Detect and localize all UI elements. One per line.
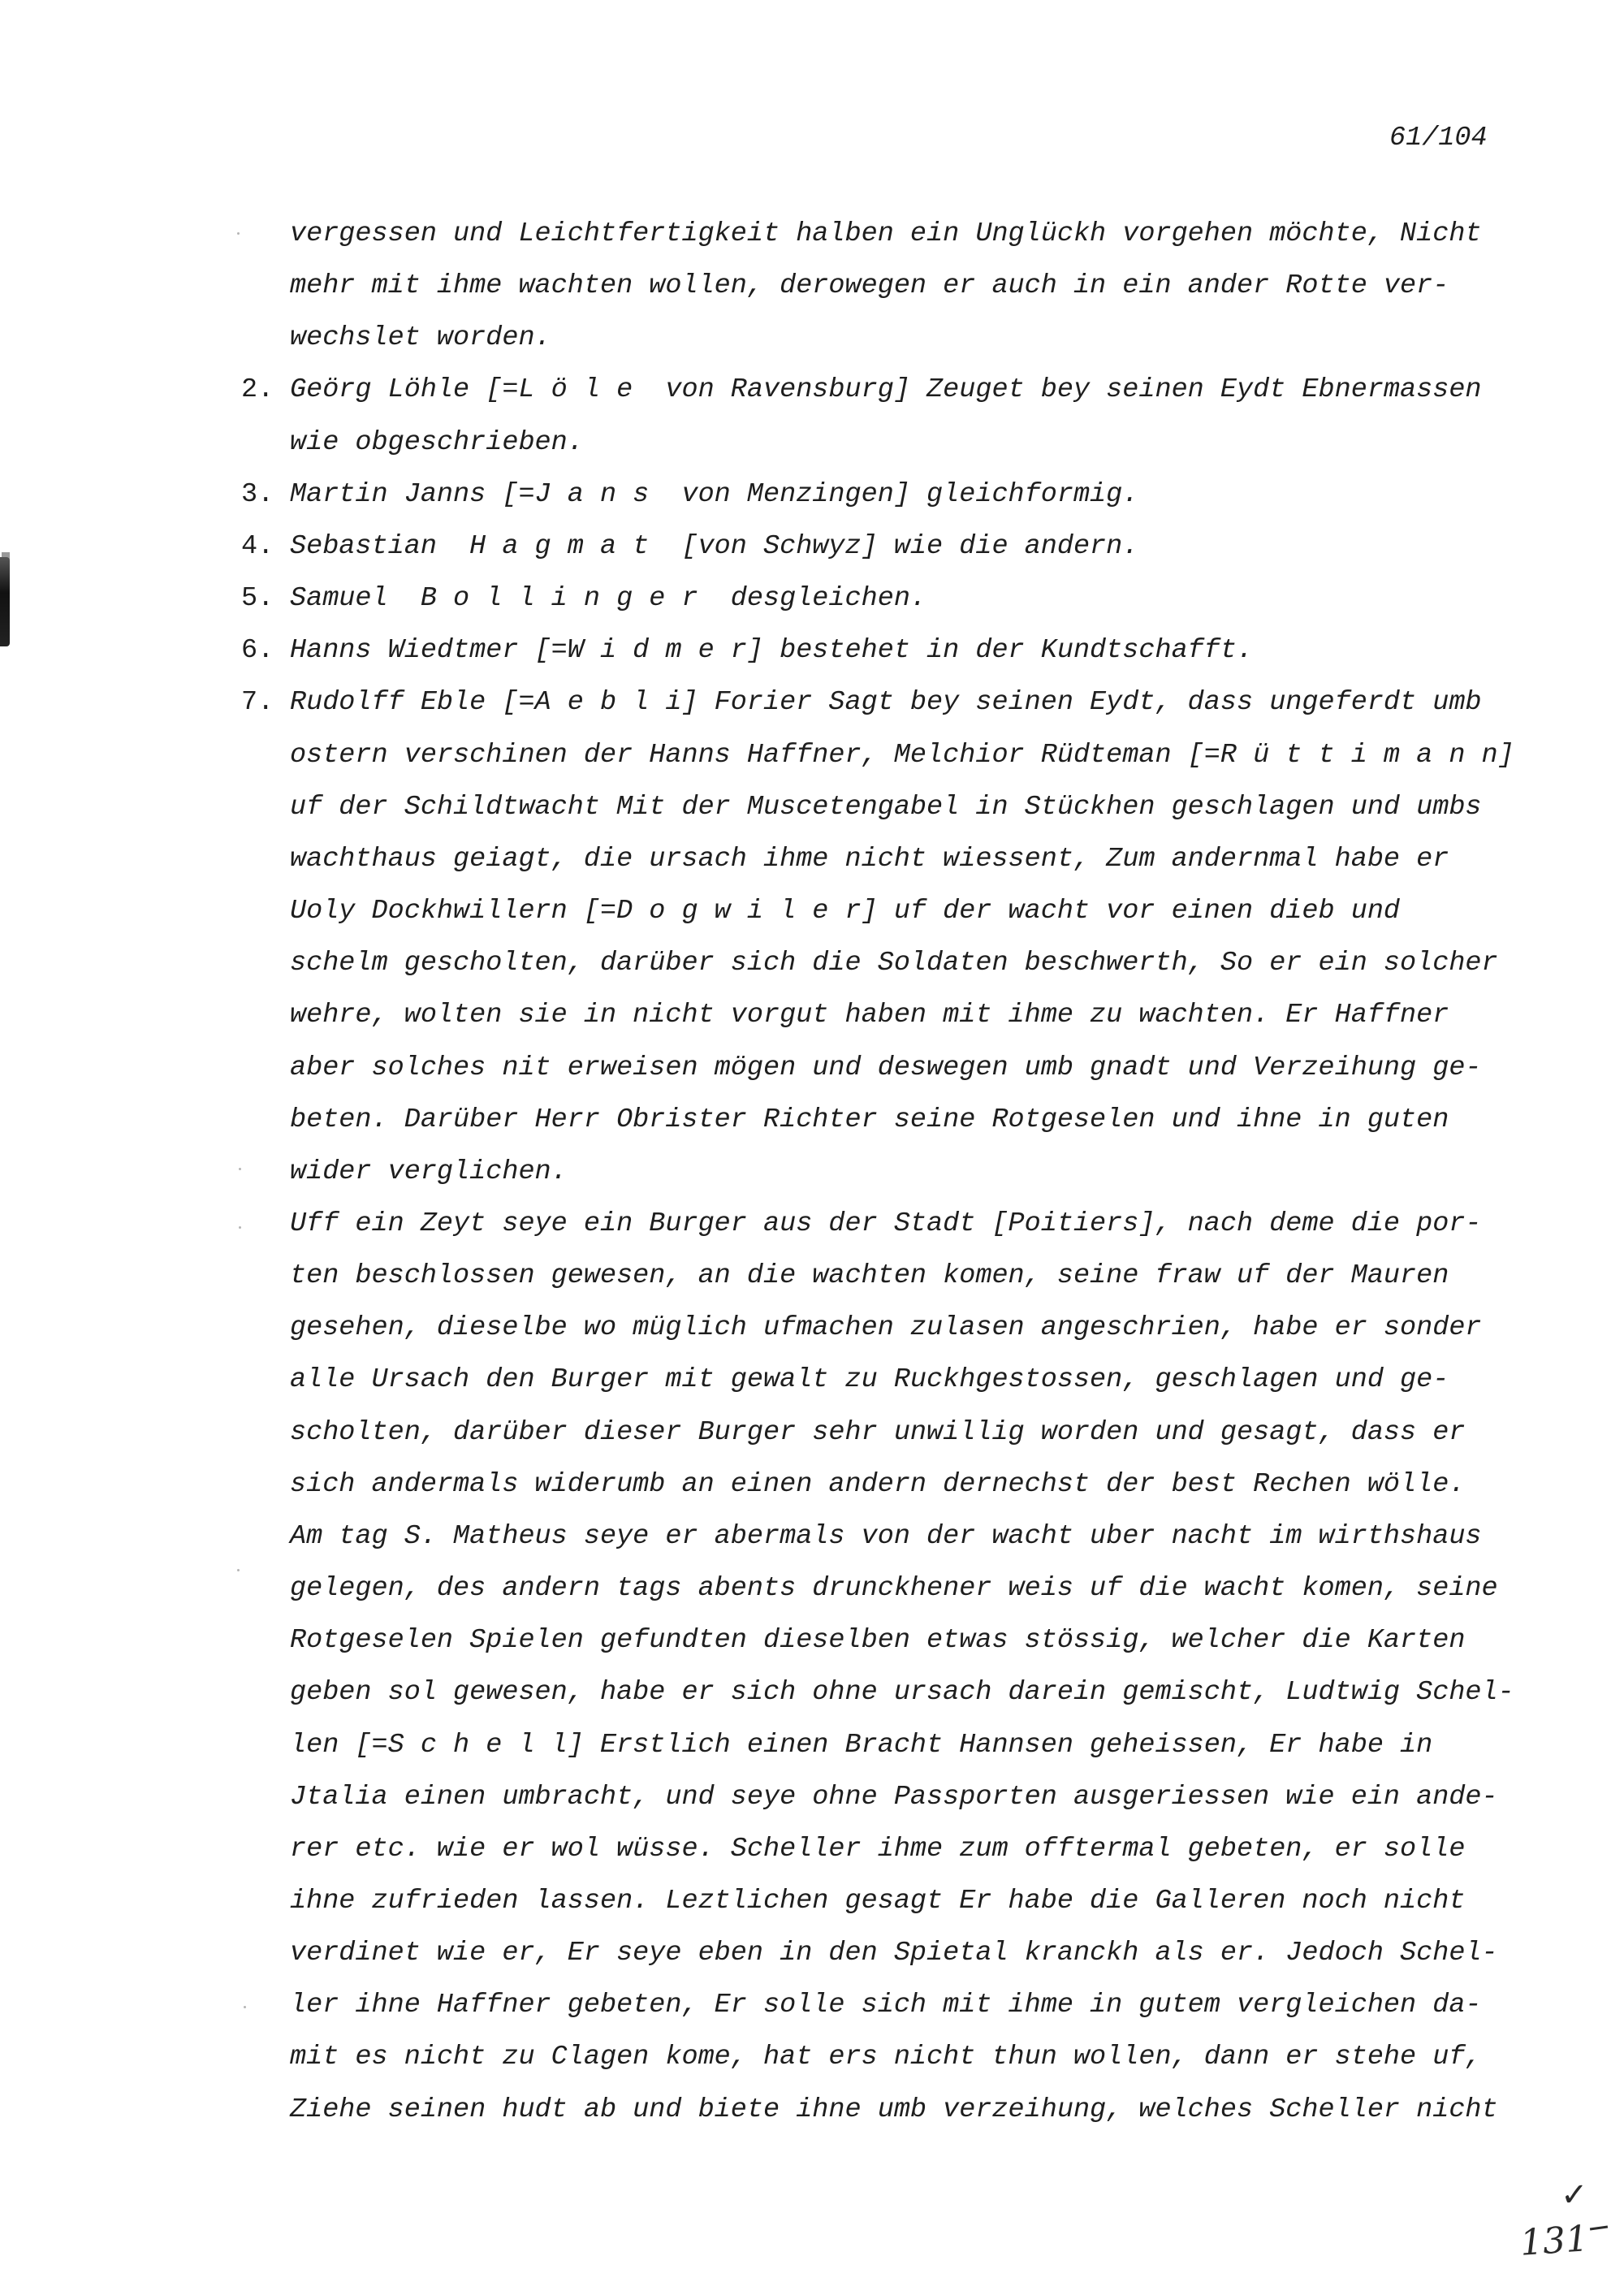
line-text: wechslet worden.: [290, 322, 551, 354]
line-text: rer etc. wie er wol wüsse. Scheller ihme zum offtermal gebeten, er solle: [290, 1833, 1466, 1865]
text-line: [241, 312, 1573, 364]
text-line: [241, 833, 1573, 885]
item-number: 4.: [241, 530, 274, 562]
scan-dot: [237, 232, 240, 235]
line-text: len [=S c h e l l] Erstlich einen Bracht Hannsen geheissen, Er habe in: [290, 1729, 1433, 1761]
line-text: vergessen und Leichtfertigkeit halben ein Unglückh vorgehen möchte, Nicht: [290, 218, 1482, 249]
text-line: [241, 1250, 1573, 1302]
text-line: [241, 260, 1573, 312]
handwritten-stroke: [1590, 2225, 1608, 2230]
line-text: Rotgeselen Spielen gefundten dieselben etwas stössig, welcher die Karten: [290, 1625, 1466, 1657]
item-number: 7.: [241, 687, 274, 719]
text-line: [241, 1511, 1573, 1562]
numbered-item-3: [241, 469, 1573, 521]
item-number: 6.: [241, 635, 274, 667]
text-line: [241, 208, 1573, 260]
scan-artifact: [0, 557, 10, 646]
text-line: [241, 1875, 1573, 1927]
handwritten-folio-number: 131: [1518, 2218, 1590, 2264]
line-text: alle Ursach den Burger mit gewalt zu Ruckhgestossen, geschlagen und ge-: [290, 1364, 1449, 1396]
line-text: ostern verschinen der Hanns Haffner, Melchior Rüdteman [=R ü t t i m a n n]: [290, 739, 1514, 771]
line-text: mit es nicht zu Clagen kome, hat ers nicht thun wollen, dann er stehe uf,: [290, 2042, 1482, 2073]
item-number: 2.: [241, 374, 274, 406]
text-line: [241, 2031, 1573, 2083]
line-text: Geörg Löhle [=L ö l e von Ravensburg] Zeuget bey seinen Eydt Ebnermassen: [290, 374, 1482, 406]
line-text: gesehen, dieselbe wo müglich ufmachen zulasen angeschrien, habe er sonder: [290, 1312, 1482, 1344]
line-text: verdinet wie er, Er seye eben in den Spietal kranckh als er. Jedoch Schel-: [290, 1938, 1498, 1969]
line-text: wider verglichen.: [290, 1156, 568, 1187]
line-text: scholten, darüber dieser Burger sehr unwillig worden und gesagt, dass er: [290, 1416, 1466, 1448]
line-text: mehr mit ihme wachten wollen, derowegen er auch in ein ander Rotte ver-: [290, 270, 1449, 302]
line-text: Hanns Wiedtmer [=W i d m e r] bestehet in der Kundtschafft.: [290, 635, 1254, 667]
text-line: [241, 1042, 1573, 1094]
line-text: ihne zufrieden lassen. Leztlichen gesagt Er habe die Galleren noch nicht: [290, 1886, 1466, 1917]
line-text: wachthaus geiagt, die ursach ihme nicht wiessent, Zum andernmal habe er: [290, 843, 1449, 875]
text-line: [241, 1927, 1573, 1979]
text-line: [241, 1719, 1573, 1771]
text-line: [241, 989, 1573, 1041]
item-number: 5.: [241, 583, 274, 615]
line-text: Uoly Dockhwillern [=D o g w i l e r] uf der wacht vor einen dieb und: [290, 896, 1401, 927]
text-line: [241, 1407, 1573, 1459]
numbered-item-4: [241, 521, 1573, 573]
line-text: sich andermals widerumb an einen andern dernechst der best Rechen wölle.: [290, 1468, 1466, 1500]
line-text: Am tag S. Matheus seye er abermals von der wacht uber nacht im wirthshaus: [290, 1520, 1482, 1552]
line-text: Uff ein Zeyt seye ein Burger aus der Stadt [Poitiers], nach deme die por-: [290, 1208, 1482, 1239]
line-text: schelm gescholten, darüber sich die Soldaten beschwerth, So er ein solcher: [290, 948, 1498, 979]
line-text: Sebastian H a g m a t [von Schwyz] wie die andern.: [290, 530, 1139, 562]
numbered-item-2: [241, 364, 1573, 416]
line-text: uf der Schildtwacht Mit der Muscetengabel in Stückhen geschlagen und umbs: [290, 791, 1482, 823]
text-line: [241, 885, 1573, 937]
numbered-item-5: [241, 573, 1573, 625]
text-line: [241, 1666, 1573, 1718]
text-line: [241, 1459, 1573, 1511]
scan-dot: [237, 1569, 240, 1571]
text-line: [241, 1562, 1573, 1614]
text-line: [241, 937, 1573, 989]
text-line: [241, 729, 1573, 781]
text-line: [241, 1354, 1573, 1406]
line-text: Jtalia einen umbracht, und seye ohne Passporten ausgeriessen wie ein ande-: [290, 1781, 1498, 1813]
text-line: [241, 1979, 1573, 2031]
text-line: [241, 2084, 1573, 2136]
text-line: [241, 1823, 1573, 1875]
text-line: [241, 1198, 1573, 1250]
text-line: [241, 781, 1573, 833]
text-line: [241, 1094, 1573, 1146]
line-text: geben sol gewesen, habe er sich ohne ursach darein gemischt, Ludtwig Schel-: [290, 1677, 1514, 1709]
text-line: [241, 1302, 1573, 1354]
numbered-item-6: [241, 625, 1573, 676]
line-text: Ziehe seinen hudt ab und biete ihne umb verzeihung, welches Scheller nicht: [290, 2094, 1498, 2125]
handwritten-check-mark: ✓: [1561, 2176, 1588, 2214]
line-text: gelegen, des andern tags abents drunckhener weis uf die wacht komen, seine: [290, 1573, 1498, 1605]
line-text: aber solches nit erweisen mögen und deswegen umb gnadt und Verzeihung ge-: [290, 1052, 1482, 1083]
item-number: 3.: [241, 478, 274, 510]
line-text: Samuel B o l l i n g e r desgleichen.: [290, 583, 927, 615]
line-text: ler ihne Haffner gebeten, Er solle sich mit ihme in gutem vergleichen da-: [290, 1990, 1482, 2021]
page-number: 61/104: [1389, 123, 1488, 153]
line-text: ten beschlossen gewesen, an die wachten komen, seine fraw uf der Mauren: [290, 1260, 1449, 1292]
text-line: [241, 1146, 1573, 1198]
line-text: Martin Janns [=J a n s von Menzingen] gleichformig.: [290, 478, 1139, 510]
document-body: [241, 208, 1573, 2136]
text-line: [241, 417, 1573, 469]
line-text: wehre, wolten sie in nicht vorgut haben mit ihme zu wachten. Er Haffner: [290, 1000, 1449, 1031]
numbered-item-7: [241, 676, 1573, 728]
line-text: wie obgeschrieben.: [290, 426, 584, 458]
line-text: Rudolff Eble [=A e b l i] Forier Sagt bey seinen Eydt, dass ungeferdt umb: [290, 687, 1482, 719]
text-line: [241, 1614, 1573, 1666]
text-line: [241, 1771, 1573, 1823]
line-text: beten. Darüber Herr Obrister Richter seine Rotgeselen und ihne in guten: [290, 1104, 1449, 1135]
